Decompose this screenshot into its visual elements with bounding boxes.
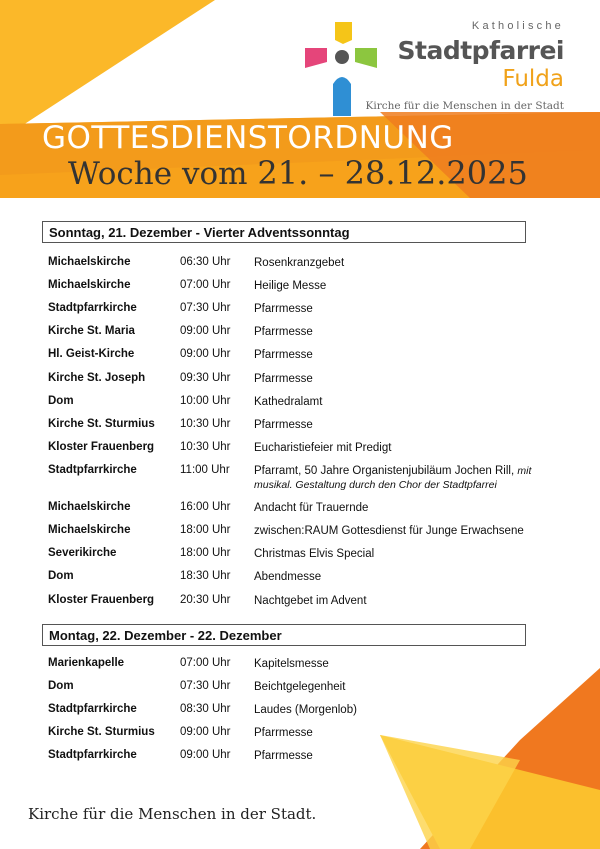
service-description	[254, 464, 554, 492]
service-time: 18:00 Uhr	[180, 524, 231, 536]
church-name: Stadtpfarrkirche	[48, 749, 137, 761]
service-description-note: mit musikal. Gestaltung durch den Chor der Stadtpfarrei	[254, 465, 532, 491]
service-time: 09:00 Uhr	[180, 749, 231, 761]
week-prefix: Woche vom	[68, 156, 248, 192]
church-name: Kirche St. Maria	[48, 325, 135, 337]
week-date-range: 21. – 28.12.2025	[257, 154, 528, 192]
service-description: Pfarrmesse	[254, 349, 313, 361]
service-time: 07:30 Uhr	[180, 680, 231, 692]
service-time: 08:30 Uhr	[180, 703, 231, 715]
church-name: Kloster Frauenberg	[48, 441, 155, 453]
service-description: Nachtgebet im Advent	[254, 595, 367, 607]
logo-main-line: Stadtpfarrei	[397, 36, 564, 65]
service-description: Kapitelsmesse	[254, 658, 329, 670]
church-name: Stadtpfarrkirche	[48, 464, 137, 476]
service-description: zwischen:RAUM Gottesdienst für Junge Erwachsene	[254, 525, 524, 537]
church-name: Michaelskirche	[48, 279, 131, 291]
service-description: Laudes (Morgenlob)	[254, 704, 357, 716]
service-description: Eucharistiefeier mit Predigt	[254, 442, 392, 454]
service-time: 18:00 Uhr	[180, 547, 231, 559]
church-name: Hl. Geist-Kirche	[48, 348, 135, 360]
church-name: Marienkapelle	[48, 657, 125, 669]
page-title: GOTTESDIENSTORDNUNG	[42, 120, 454, 156]
service-time: 16:00 Uhr	[180, 501, 231, 513]
church-name: Michaelskirche	[48, 524, 131, 536]
service-description: Pfarrmesse	[254, 727, 313, 739]
logo-top-line: Katholische	[471, 20, 564, 32]
church-name: Michaelskirche	[48, 256, 131, 268]
church-name: Kirche St. Sturmius	[48, 418, 155, 430]
service-description: Abendmesse	[254, 571, 322, 583]
service-description: Andacht für Trauernde	[254, 502, 369, 514]
service-time: 09:30 Uhr	[180, 372, 231, 384]
church-name: Kirche St. Sturmius	[48, 726, 155, 738]
church-name: Severikirche	[48, 547, 117, 559]
church-name: Kirche St. Joseph	[48, 372, 146, 384]
service-time: 07:00 Uhr	[180, 279, 231, 291]
service-time: 18:30 Uhr	[180, 570, 231, 582]
service-time: 06:30 Uhr	[180, 256, 231, 268]
week-subtitle	[68, 154, 588, 192]
service-description: Rosenkranzgebet	[254, 257, 345, 269]
service-description: Pfarrmesse	[254, 419, 313, 431]
service-time: 10:30 Uhr	[180, 418, 231, 430]
service-description: Pfarrmesse	[254, 303, 313, 315]
service-time: 07:30 Uhr	[180, 302, 231, 314]
church-name: Stadtpfarrkirche	[48, 703, 137, 715]
service-time: 20:30 Uhr	[180, 594, 231, 606]
top-left-triangle	[0, 0, 215, 140]
service-time: 10:00 Uhr	[180, 395, 231, 407]
church-name: Dom	[48, 570, 74, 582]
church-name: Dom	[48, 395, 74, 407]
service-description: Christmas Elvis Special	[254, 548, 375, 560]
service-description: Beichtgelegenheit	[254, 681, 346, 693]
service-description-main: Pfarramt, 50 Jahre Organistenjubiläum Jochen Rill,	[254, 465, 515, 477]
church-name: Stadtpfarrkirche	[48, 302, 137, 314]
service-time: 09:00 Uhr	[180, 325, 231, 337]
day-header: Sonntag, 21. Dezember - Vierter Adventssonntag	[42, 221, 526, 243]
footer-slogan: Kirche für die Menschen in der Stadt.	[28, 805, 317, 823]
logo-tagline: Kirche für die Menschen in der Stadt	[365, 100, 564, 112]
church-name: Kloster Frauenberg	[48, 594, 155, 606]
logo-city: Fulda	[502, 66, 564, 92]
service-description: Heilige Messe	[254, 280, 327, 292]
service-description: Pfarrmesse	[254, 326, 313, 338]
service-time: 07:00 Uhr	[180, 657, 231, 669]
service-time: 10:30 Uhr	[180, 441, 231, 453]
service-description: Pfarrmesse	[254, 750, 313, 762]
church-name: Dom	[48, 680, 74, 692]
service-description: Pfarrmesse	[254, 373, 313, 385]
service-time: 09:00 Uhr	[180, 726, 231, 738]
service-time: 11:00 Uhr	[180, 464, 230, 476]
day-header: Montag, 22. Dezember - 22. Dezember	[42, 624, 526, 646]
church-name: Michaelskirche	[48, 501, 131, 513]
service-time: 09:00 Uhr	[180, 348, 231, 360]
parish-logo	[300, 14, 572, 114]
service-description: Kathedralamt	[254, 396, 323, 408]
